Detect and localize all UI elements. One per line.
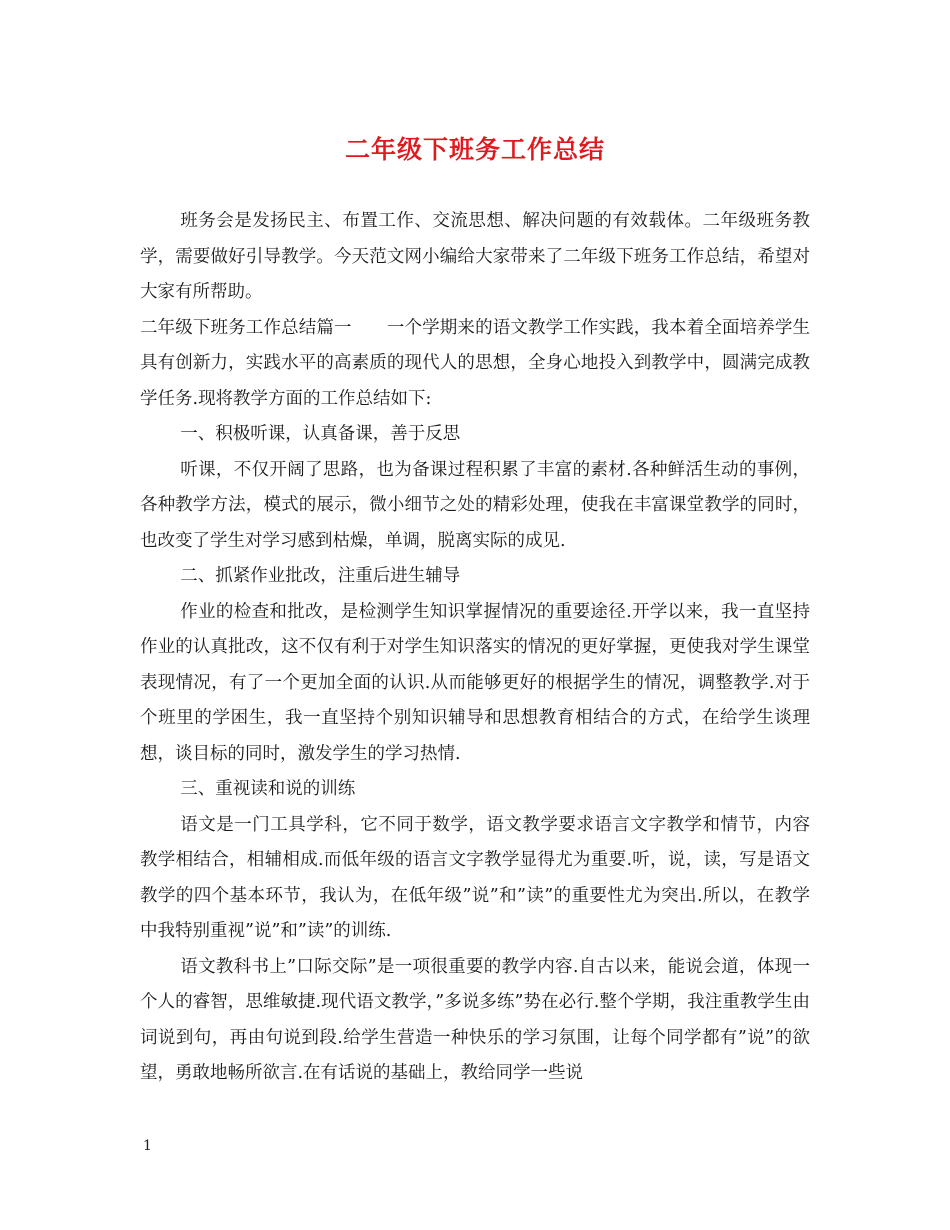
paragraph-part-one: 二年级下班务工作总结篇一 一个学期来的语文教学工作实践，我本着全面培养学生具有创新力，实践水平的高素质的现代人的思想，全身心地投入到教学中，圆满完成教学任务.现将教学方面的工作总结如下: [140, 317, 810, 409]
paragraph-reading-speaking: 语文是一门工具学科，它不同于数学，语文教学要求语言文字教学和情节，内容教学相结合，相辅相成.而低年级的语言文字教学显得尤为重要.听，说，读，写是语文教学的四个基本环节，我认为，在低年级”说”和”读”的重要性尤为突出.所以，在教学中我特别重视”说”和”读”的训练. [140, 814, 810, 941]
paragraph-homework: 作业的检查和批改，是检测学生知识掌握情况的重要途径.开学以来，我一直坚持作业的认真批改，这不仅有利于对学生知识落实的情况的更好掌握，更使我对学生课堂表现情况，有了一个更加全面的认识.从而能够更好的根据学生的情况，调整教学.对于个班里的学困生，我一直坚持个别知识辅导和思想教育相结合的方式，在给学生谈理想，谈目标的同时，激发学生的学习热情. [140, 601, 810, 764]
page-number: 1 [143, 1138, 152, 1154]
section-heading-1: 一、积极听课，认真备课，善于反思 [180, 424, 461, 444]
paragraph-oral-communication: 语文教科书上”口际交际”是一项很重要的教学内容.自古以来，能说会道，体现一个人的睿智，思维敏捷.现代语文教学，”多说多练”势在必行.整个学期，我注重教学生由词说到句，再由句说到段.给学生营造一种快乐的学习氛围，让每个同学都有”说”的欲望，勇敢地畅所欲言.在有话说的基础上，教给同学一些说 [140, 956, 810, 1083]
section-heading-2: 二、抓紧作业批改，注重后进生辅导 [180, 566, 461, 586]
paragraph-intro: 班务会是发扬民主、布置工作、交流思想、解决问题的有效载体。二年级班务教学，需要做好引导教学。今天范文网小编给大家带来了二年级下班务工作总结，希望对大家有所帮助。 [140, 211, 810, 302]
document-body [140, 204, 810, 1092]
document-title: 二年级下班务工作总结 [344, 135, 605, 164]
section-heading-3: 三、重视读和说的训练 [180, 779, 356, 799]
paragraph-listening: 听课，不仅开阔了思路，也为备课过程积累了丰富的素材.各种鲜活生动的事例，各种教学方法，模式的展示，微小细节之处的精彩处理，使我在丰富课堂教学的同时，也改变了学生对学习感到枯燥，单调，脱离实际的成见. [140, 459, 810, 551]
